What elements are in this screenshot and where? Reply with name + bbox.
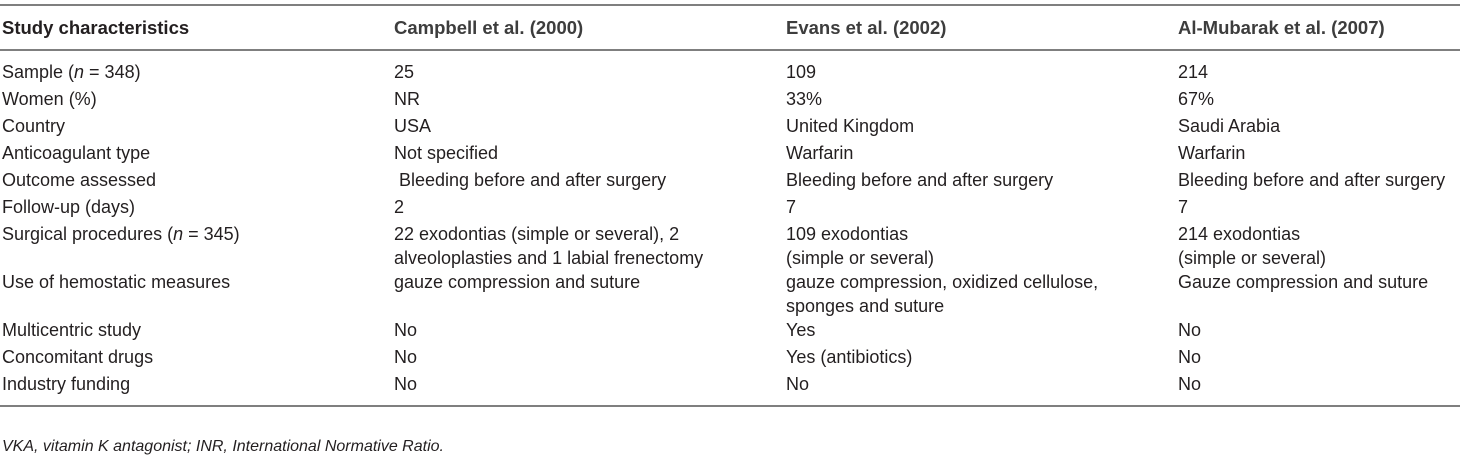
table-row bbox=[0, 87, 1460, 114]
header-row bbox=[0, 5, 1460, 50]
cell-campbell: 2 bbox=[394, 197, 405, 217]
cell-evans: Bleeding before and after surgery bbox=[786, 170, 1054, 190]
table-row bbox=[0, 372, 1460, 406]
cell-line: alveoloplasties and 1 labial frenectomy bbox=[394, 248, 704, 268]
cell-evans: 109 bbox=[786, 62, 817, 82]
cell-campbell: No bbox=[394, 320, 418, 340]
row-label: Surgical procedures (n = 345) bbox=[2, 224, 240, 244]
header-campbell: Campbell et al. (2000) bbox=[394, 16, 584, 38]
cell-al-mubarak: 67% bbox=[1178, 89, 1215, 109]
cell-al-mubarak: No bbox=[1178, 320, 1202, 340]
cell-evans: No bbox=[786, 374, 810, 394]
cell-line: gauze compression, oxidized cellulose, bbox=[786, 272, 1099, 292]
row-label: Country bbox=[2, 116, 66, 136]
row-label: Use of hemostatic measures bbox=[2, 272, 231, 292]
row-label: Outcome assessed bbox=[2, 170, 157, 190]
cell-line: 22 exodontias (simple or several), 2 bbox=[394, 224, 680, 244]
cell-line: (simple or several) bbox=[786, 248, 935, 268]
cell-evans: United Kingdom bbox=[786, 116, 915, 136]
cell-line: sponges and suture bbox=[786, 296, 945, 316]
header-study-characteristics: Study characteristics bbox=[2, 16, 190, 38]
row-label: Follow-up (days) bbox=[2, 197, 136, 217]
cell-al-mubarak: 7 bbox=[1178, 197, 1189, 217]
table-row bbox=[0, 168, 1460, 195]
cell-campbell: Not specified bbox=[394, 143, 499, 163]
cell-campbell bbox=[392, 270, 784, 318]
cell-al-mubarak: No bbox=[1178, 374, 1202, 394]
table-row bbox=[0, 270, 1460, 318]
cell-line: 109 exodontias bbox=[786, 224, 909, 244]
cell-campbell: 25 bbox=[394, 62, 415, 82]
row-label: Sample (n = 348) bbox=[2, 62, 141, 82]
cell-al-mubarak: 214 bbox=[1178, 62, 1209, 82]
cell-campbell: NR bbox=[394, 89, 420, 109]
cell-campbell: USA bbox=[394, 116, 432, 136]
cell-evans: 33% bbox=[786, 89, 823, 109]
row-label: Women (%) bbox=[2, 89, 97, 109]
cell-campbell bbox=[392, 222, 784, 270]
row-label: Industry funding bbox=[2, 374, 131, 394]
table-row bbox=[0, 141, 1460, 168]
cell-campbell: No bbox=[394, 347, 418, 367]
header-al-mubarak: Al-Mubarak et al. (2007) bbox=[1178, 16, 1385, 38]
cell-campbell: No bbox=[394, 374, 418, 394]
cell-evans: Yes bbox=[786, 320, 816, 340]
cell-evans: Warfarin bbox=[786, 143, 854, 163]
header-evans: Evans et al. (2002) bbox=[786, 16, 947, 38]
cell-line: Gauze compression and suture bbox=[1178, 272, 1429, 292]
cell-al-mubarak: Bleeding before and after surgery bbox=[1178, 170, 1446, 190]
cell-evans bbox=[784, 270, 1176, 318]
cell-line: gauze compression and suture bbox=[394, 272, 641, 292]
cell-al-mubarak: No bbox=[1178, 347, 1202, 367]
row-label: Multicentric study bbox=[2, 320, 142, 340]
table-row bbox=[0, 195, 1460, 222]
table-row bbox=[0, 318, 1460, 345]
table-row bbox=[0, 222, 1460, 270]
cell-evans: Yes (antibiotics) bbox=[786, 347, 913, 367]
cell-campbell: Bleeding before and after surgery bbox=[394, 170, 667, 190]
row-label: Anticoagulant type bbox=[2, 143, 151, 163]
table-footnote: VKA, vitamin K antagonist; INR, International Normative Ratio. bbox=[2, 438, 444, 455]
cell-evans: 7 bbox=[786, 197, 797, 217]
cell-evans bbox=[784, 222, 1176, 270]
cell-al-mubarak bbox=[1176, 270, 1460, 318]
cell-line: 214 exodontias bbox=[1178, 224, 1301, 244]
table-row bbox=[0, 50, 1460, 87]
row-label: Concomitant drugs bbox=[2, 347, 154, 367]
study-characteristics-table bbox=[0, 4, 1460, 407]
cell-al-mubarak: Saudi Arabia bbox=[1178, 116, 1281, 136]
table-row bbox=[0, 114, 1460, 141]
cell-line: (simple or several) bbox=[1178, 248, 1327, 268]
table-row bbox=[0, 345, 1460, 372]
cell-al-mubarak bbox=[1176, 222, 1460, 270]
cell-al-mubarak: Warfarin bbox=[1178, 143, 1246, 163]
